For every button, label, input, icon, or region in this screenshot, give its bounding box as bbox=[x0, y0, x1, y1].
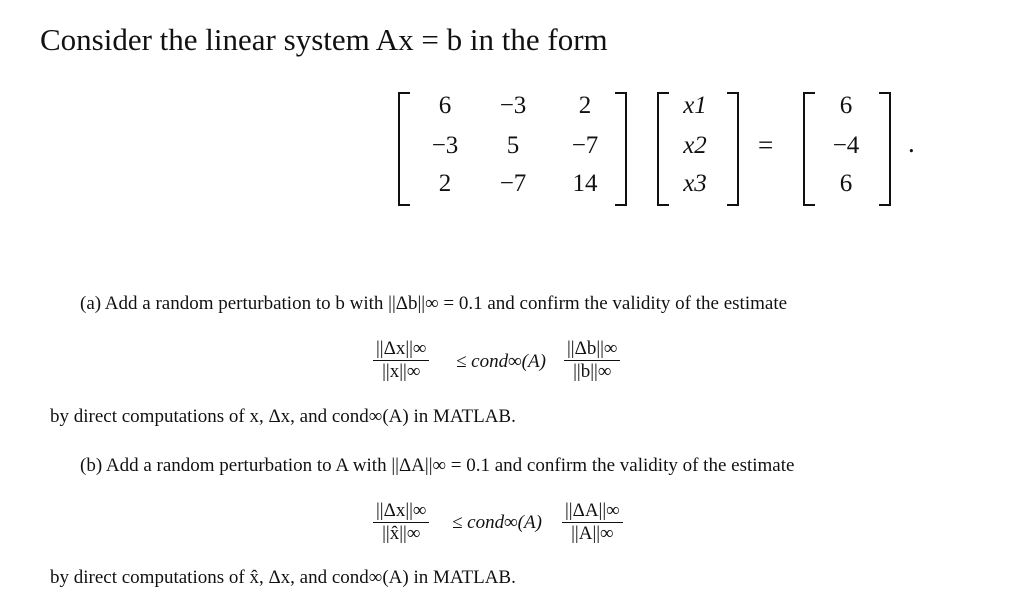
equals-sign: = bbox=[758, 130, 774, 160]
part-b-text: (b) Add a random perturbation to A with ||ΔA||∞ = 0.1 and confirm the validity of the estimate bbox=[80, 455, 795, 476]
part-a-text: (a) Add a random perturbation to b with ||Δb||∞ = 0.1 and confirm the validity of the estimate bbox=[80, 293, 788, 314]
vector-x-entry: x1 bbox=[683, 92, 707, 119]
fraction-denominator: ||x̂||∞ bbox=[382, 523, 421, 544]
vector-b-entry: −4 bbox=[832, 132, 860, 159]
problem-title: Consider the linear system Ax = b in the form bbox=[40, 22, 608, 57]
vector-x-entry: x2 bbox=[683, 132, 707, 159]
fraction-numerator: ||Δx||∞ bbox=[376, 338, 427, 359]
fraction-denominator: ||b||∞ bbox=[573, 361, 612, 382]
part-b-closing: by direct computations of x̂, Δx, and cond∞(A) in MATLAB. bbox=[50, 567, 516, 588]
matrix-a-cell: −7 bbox=[499, 170, 527, 197]
part-b-lhs-fraction bbox=[373, 500, 429, 545]
matrix-a-left-bracket bbox=[398, 92, 410, 206]
part-b-condition-number: ≤ cond∞(A) bbox=[452, 512, 542, 533]
vector-b-entry: 6 bbox=[839, 92, 853, 119]
vector-x-entry: x3 bbox=[683, 170, 707, 197]
matrix-a-cell: −3 bbox=[431, 132, 459, 159]
part-a-condition-number: ≤ cond∞(A) bbox=[456, 351, 546, 372]
matrix-a-cell: −7 bbox=[571, 132, 599, 159]
part-a-lhs-fraction bbox=[373, 338, 429, 383]
fraction-numerator: ||ΔA||∞ bbox=[565, 500, 620, 521]
part-a-rhs-fraction bbox=[564, 338, 620, 383]
matrix-a-cell: 5 bbox=[506, 132, 520, 159]
fraction-numerator: ||Δb||∞ bbox=[567, 338, 618, 359]
vector-b-entry: 6 bbox=[839, 170, 853, 197]
fraction-numerator: ||Δx||∞ bbox=[376, 500, 427, 521]
fraction-denominator: ||x||∞ bbox=[382, 361, 421, 382]
part-b-rhs-fraction bbox=[562, 500, 623, 545]
fraction-denominator: ||A||∞ bbox=[571, 523, 614, 544]
matrix-a-cell: 6 bbox=[438, 92, 452, 119]
matrix-a-cell: −3 bbox=[499, 92, 527, 119]
equation-period: . bbox=[908, 128, 915, 158]
part-a-closing: by direct computations of x, Δx, and cond∞(A) in MATLAB. bbox=[50, 406, 516, 427]
matrix-a-cell: 14 bbox=[572, 170, 598, 197]
matrix-a-cell: 2 bbox=[578, 92, 592, 119]
matrix-a-cell: 2 bbox=[438, 170, 452, 197]
